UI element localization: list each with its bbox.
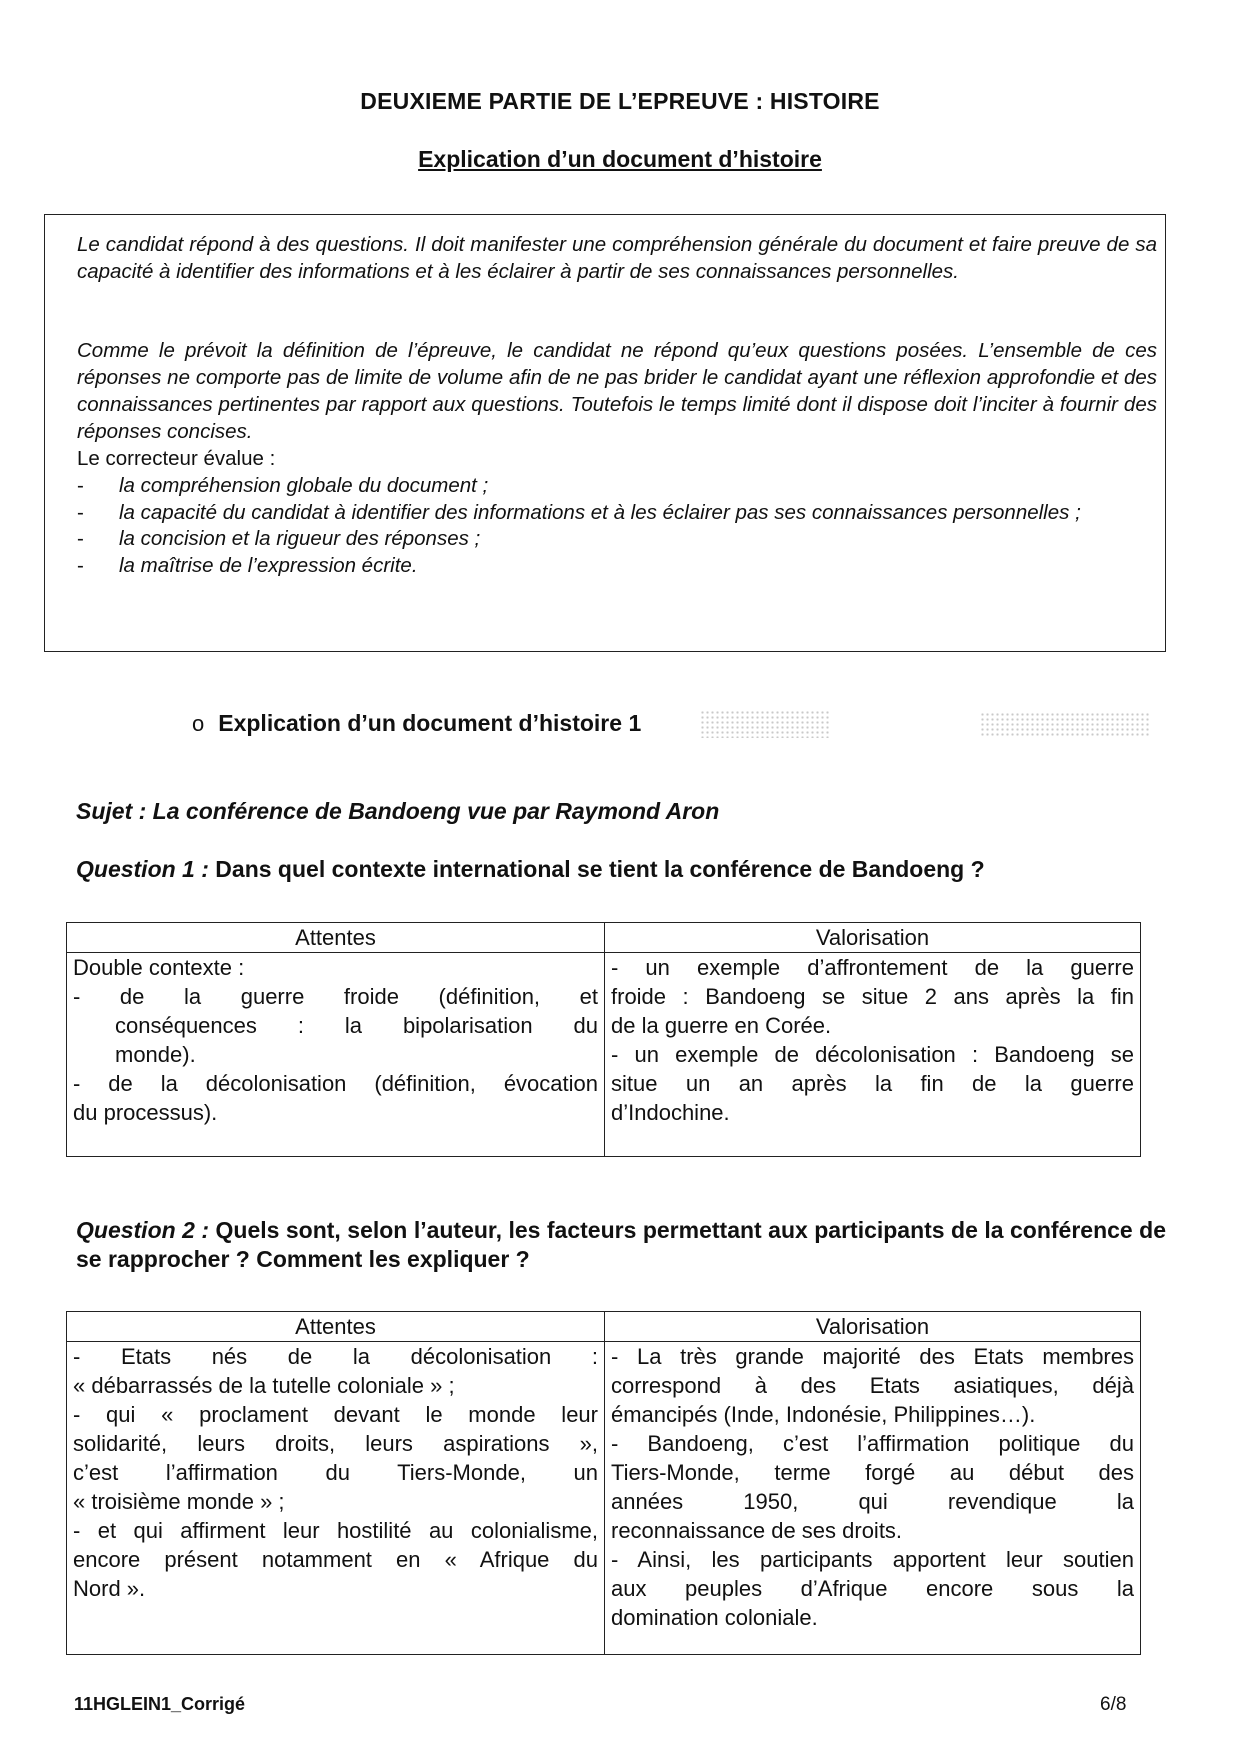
attentes-cell: Double contexte : - de la guerre froide (définition, et conséquences : la bipolarisation du monde). - de la décolonisation (définition, évocation du processus).	[67, 953, 605, 1157]
document-heading-text: Explication d’un document d’histoire 1	[218, 710, 642, 736]
redacted-text	[980, 712, 1150, 738]
question-text: Quels sont, selon l’auteur, les facteurs permettant aux participants de la conférence de se rapprocher ? Comment les expliquer ?	[76, 1217, 1167, 1272]
question-2-table	[66, 1311, 1141, 1655]
attentes-cell: - Etats nés de la décolonisation : « débarrassés de la tutelle coloniale » ; - qui « proclament devant le monde leur solidarité, leurs droits, leurs aspirations », c’est l’affirmation du Tiers-Monde, un « troisième monde » ; - et qui affirment leur hostilité au colonialisme, encore présent notamment en « Afrique du Nord ».	[67, 1342, 605, 1655]
question-label: Question 2 :	[76, 1217, 210, 1243]
question-label: Question 1 :	[76, 856, 209, 882]
valorisation-cell: - La très grande majorité des Etats membres correspond à des Etats asiatiques, déjà émancipés (Inde, Indonésie, Philippines…). - Bandoeng, c’est l’affirmation politique du Tiers-Monde, terme forgé au début des années 1950, qui revendique la reconnaissance de ses droits. - Ainsi, les participants apportent leur soutien aux peuples d’Afrique encore sous la domination coloniale.	[605, 1342, 1141, 1655]
document-heading	[192, 710, 641, 737]
criteria-item: - la concision et la rigueur des réponses ;	[77, 527, 481, 550]
evaluator-intro: Le correcteur évalue :	[77, 447, 276, 470]
criteria-item: - la compréhension globale du document ;	[77, 474, 489, 497]
instructions-paragraph-2: Comme le prévoit la définition de l’épreuve, le candidat ne répond qu’eux questions posées. L’ensemble de ces réponses ne comporte pas de limite de volume afin de ne pas brider le candidat ayant une réflexion approfondie et des connaissances pertinentes par rapport aux questions. Toutefois le temps limité dont il dispose doit l’inciter à fournir des réponses concises.	[77, 339, 1157, 443]
question-2	[76, 1216, 1166, 1274]
column-header-valorisation: Valorisation	[605, 1312, 1141, 1342]
valorisation-cell: - un exemple d’affrontement de la guerre froide : Bandoeng se situe 2 ans après la fin de la guerre en Corée. - un exemple de décolonisation : Bandoeng se situe un an après la fin de la guerre d’Indochine.	[605, 953, 1141, 1157]
question-1	[76, 855, 1166, 884]
circle-bullet-icon: o	[192, 711, 205, 736]
column-header-attentes: Attentes	[67, 923, 605, 953]
column-header-valorisation: Valorisation	[605, 923, 1141, 953]
footer-page-number: 6/8	[1100, 1694, 1127, 1715]
redacted-text	[700, 710, 830, 738]
criteria-list	[77, 473, 1157, 579]
instructions-paragraph-1: Le candidat répond à des questions. Il doit manifester une compréhension générale du document et faire preuve de sa capacité à identifier des informations et à les éclairer à partir de ses connaissances personnelles.	[77, 233, 1157, 283]
footer-document-code: 11HGLEIN1_Corrigé	[74, 1694, 246, 1714]
section-subtitle: Explication d’un document d’histoire	[418, 146, 822, 172]
question-text: Dans quel contexte international se tient la conférence de Bandoeng ?	[215, 856, 985, 882]
column-header-attentes: Attentes	[67, 1312, 605, 1342]
page-title: DEUXIEME PARTIE DE L’EPREUVE : HISTOIRE	[360, 88, 880, 114]
criteria-item: - la maîtrise de l’expression écrite.	[77, 553, 418, 577]
subject-line: Sujet : La conférence de Bandoeng vue par Raymond Aron	[76, 798, 720, 824]
criteria-item: - la capacité du candidat à identifier des informations et à les éclairer pas ses connaissances personnelles ;	[77, 500, 1081, 524]
instructions-box	[44, 214, 1166, 652]
question-1-table	[66, 922, 1141, 1157]
